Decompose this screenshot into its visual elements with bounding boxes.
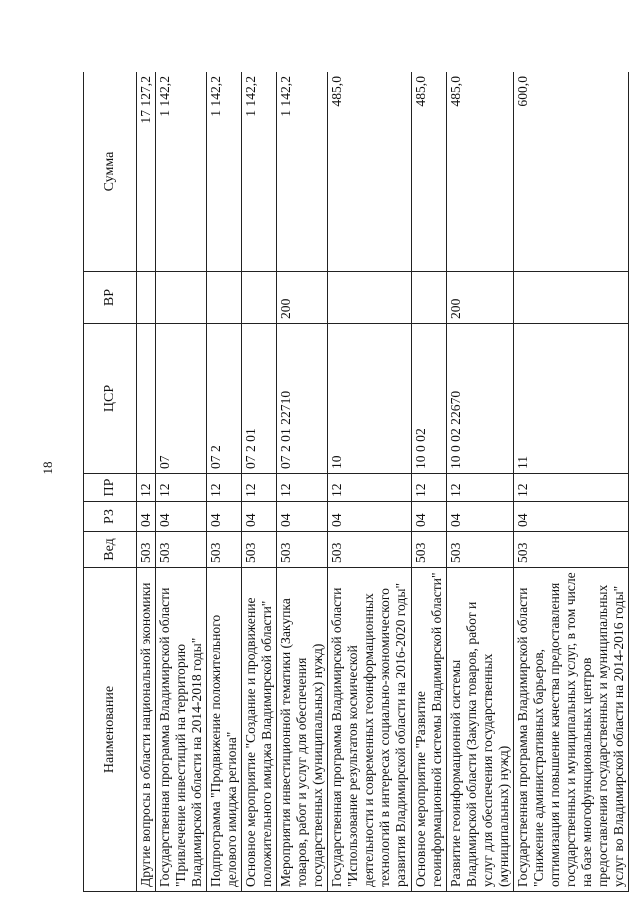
cell-csr: 11: [513, 324, 628, 474]
cell-vr: [137, 272, 156, 324]
cell-ved: 503: [328, 532, 411, 568]
table-row: [242, 72, 277, 892]
header-sum: Сумма: [84, 72, 137, 272]
cell-vr: 200: [446, 272, 513, 324]
cell-ved: 503: [513, 532, 628, 568]
cell-rz: 04: [137, 502, 156, 532]
cell-name: Подпрограмма "Продвижение положительного делового имиджа региона": [207, 568, 242, 892]
cell-rz: 04: [207, 502, 242, 532]
page-number: 18: [40, 461, 55, 475]
cell-pr: 12: [207, 474, 242, 502]
cell-pr: 12: [446, 474, 513, 502]
cell-vr: [513, 272, 628, 324]
cell-ved: 503: [137, 532, 156, 568]
cell-sum: 1 142,2: [277, 72, 328, 272]
cell-sum: 485,0: [411, 72, 446, 272]
table-row: [277, 72, 328, 892]
cell-ved: 503: [242, 532, 277, 568]
cell-name: Государственная программа Владимирской области "Снижение административных барьеров, оптимизация и повышение качества предоставления государственных и муниципальных услуг, в том числе на базе многофункциональных центров предоставления государственных и муниципальных услуг во Владимирской области на 2014-2016 годы": [513, 568, 628, 892]
rotated-table-wrapper: [83, 72, 635, 892]
cell-pr: 12: [137, 474, 156, 502]
header-name: Наименование: [84, 568, 137, 892]
cell-sum: 600,0: [513, 72, 628, 272]
cell-name: Мероприятия инвестиционной тематики (Закупка товаров, работ и услуг для обеспечения государственных (муниципальных) нужд): [277, 568, 328, 892]
table-header-row: [84, 72, 137, 892]
cell-ved: 503: [446, 532, 513, 568]
header-pr: ПР: [84, 474, 137, 502]
cell-pr: 12: [277, 474, 328, 502]
cell-ved: 503: [277, 532, 328, 568]
cell-vr: [242, 272, 277, 324]
cell-rz: 04: [156, 502, 207, 532]
cell-csr: [137, 324, 156, 474]
cell-vr: [156, 272, 207, 324]
cell-csr: 07 2 01: [242, 324, 277, 474]
cell-vr: 200: [277, 272, 328, 324]
cell-ved: 503: [207, 532, 242, 568]
cell-vr: [207, 272, 242, 324]
cell-csr: 07: [156, 324, 207, 474]
cell-ved: 503: [411, 532, 446, 568]
header-vr: ВР: [84, 272, 137, 324]
cell-rz: 04: [277, 502, 328, 532]
cell-pr: 12: [411, 474, 446, 502]
cell-sum: 17 127,2: [137, 72, 156, 272]
cell-rz: 04: [328, 502, 411, 532]
cell-name: Другие вопросы в области национальной экономики: [137, 568, 156, 892]
table-row: [513, 72, 628, 892]
cell-name: Государственная программа Владимирской области "Привлечение инвестиций на территорию Владимирской области на 2014-2018 годы": [156, 568, 207, 892]
table-row: [137, 72, 156, 892]
cell-vr: [411, 272, 446, 324]
cell-pr: 12: [513, 474, 628, 502]
cell-sum: 485,0: [446, 72, 513, 272]
cell-name: Государственная программа Владимирской области "Использование результатов космической деятельности и современных геоинформационных технологий в интересах социально-экономического развития Владимирской области на 2016-2020 годы": [328, 568, 411, 892]
header-rz: РЗ: [84, 502, 137, 532]
table-row: [446, 72, 513, 892]
cell-name: Основное мероприятие "Создание и продвижение положительного имиджа Владимирской области": [242, 568, 277, 892]
cell-ved: 503: [156, 532, 207, 568]
cell-csr: 07 2 01 22710: [277, 324, 328, 474]
header-ved: Вед: [84, 532, 137, 568]
cell-csr: 07 2: [207, 324, 242, 474]
header-csr: ЦСР: [84, 324, 137, 474]
cell-rz: 04: [242, 502, 277, 532]
cell-csr: 10 0 02: [411, 324, 446, 474]
cell-csr: 10 0 02 22670: [446, 324, 513, 474]
table-row: [207, 72, 242, 892]
cell-rz: 04: [513, 502, 628, 532]
table-row: [156, 72, 207, 892]
table-row: [411, 72, 446, 892]
budget-table: [83, 72, 629, 892]
table-viewport: [83, 72, 635, 892]
cell-name: Развитие геоинформационной системы Владимирской области (Закупка товаров, работ и услуг для обеспечения государственных (муниципальных) нужд): [446, 568, 513, 892]
cell-pr: 12: [328, 474, 411, 502]
cell-name: Основное мероприятие "Развитие геоинформационной системы Владимирской области": [411, 568, 446, 892]
cell-rz: 04: [446, 502, 513, 532]
cell-pr: 12: [156, 474, 207, 502]
table-row: [328, 72, 411, 892]
cell-sum: 1 142,2: [207, 72, 242, 272]
cell-sum: 1 142,2: [242, 72, 277, 272]
cell-csr: 10: [328, 324, 411, 474]
cell-rz: 04: [411, 502, 446, 532]
cell-sum: 485,0: [328, 72, 411, 272]
cell-sum: 1 142,2: [156, 72, 207, 272]
cell-pr: 12: [242, 474, 277, 502]
cell-vr: [328, 272, 411, 324]
